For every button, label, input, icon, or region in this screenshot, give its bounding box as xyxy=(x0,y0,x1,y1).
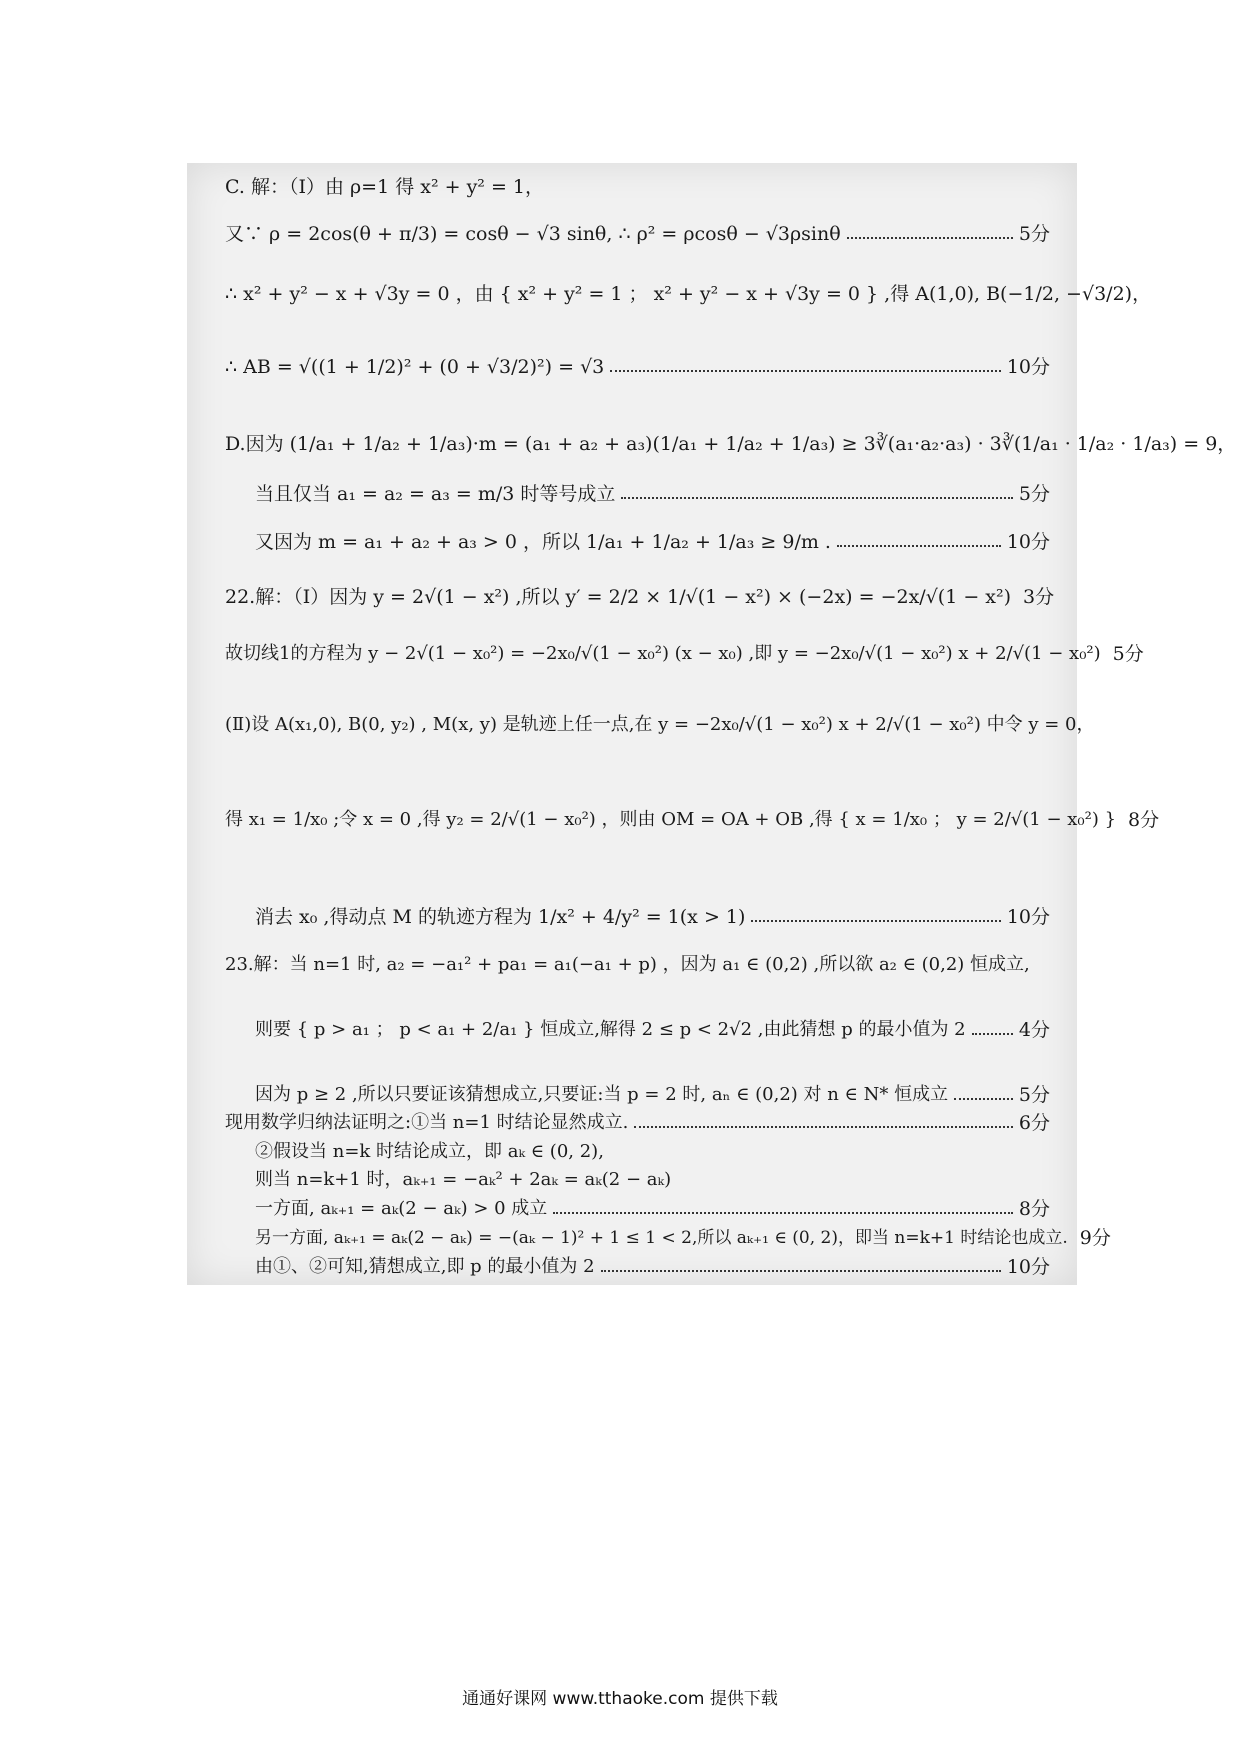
solution-c-line-3: ∴ x² + y² − x + √3y = 0 ，由 { x² + y² = 1 ； x² + y² − x + √3y = 0 } ,得 A(1,0), B(−1/2, −√3/2)， xyxy=(225,283,1152,305)
q23-line-9: 由①、②可知,猜想成立,即 p 的最小值为 2 10分 xyxy=(255,1256,1050,1278)
score-mark: 4分 xyxy=(1018,1019,1050,1041)
score-mark: 8分 xyxy=(1128,809,1160,831)
q23-line-5: ②假设当 n=k 时结论成立，即 aₖ ∈ (0, 2), xyxy=(255,1141,604,1162)
solution-c-line-2: 又∵ ρ = 2cos(θ + π/3) = cosθ − √3 sinθ, ∴ ρ² = ρcosθ − √3ρsinθ 5分 xyxy=(225,223,1050,245)
footer-credit: 通通好课网 www.tthaoke.com 提供下载 xyxy=(462,1689,778,1709)
q23-line-8: 另一方面, aₖ₊₁ = aₖ(2 − aₖ) = −(aₖ − 1)² + 1 ≤ 1 < 2,所以 aₖ₊₁ ∈ (0, 2)，即当 n=k+1 时结论也成立. 9分 xyxy=(255,1227,1111,1249)
score-mark: 5分 xyxy=(1018,1084,1050,1106)
solution-d-line-3: 又因为 m = a₁ + a₂ + a₃ > 0 ，所以 1/a₁ + 1/a₂ + 1/a₃ ≥ 9/m . 10分 xyxy=(255,531,1050,553)
q23-line-3: 因为 p ≥ 2 ,所以只要证该猜想成立,只要证:当 p = 2 时, aₙ ∈ (0,2) 对 n ∈ N* 恒成立 5分 xyxy=(255,1084,1050,1106)
solution-c-line-4: ∴ AB = √((1 + 1/2)² + (0 + √3/2)²) = √3 10分 xyxy=(225,356,1050,378)
solution-d-line-2: 当且仅当 a₁ = a₂ = a₃ = m/3 时等号成立 5分 xyxy=(255,483,1050,505)
q23-line-7: 一方面, aₖ₊₁ = aₖ(2 − aₖ) > 0 成立 8分 xyxy=(255,1198,1050,1220)
solution-d-line-1: D.因为 (1/a₁ + 1/a₂ + 1/a₃)·m = (a₁ + a₂ + a₃)(1/a₁ + 1/a₂ + 1/a₃) ≥ 3∛(a₁·a₂·a₃) · 3∛(1/a₁ · 1/a₂ · 1/a₃) = 9， xyxy=(225,433,1237,455)
q22-line-2: 故切线1的方程为 y − 2√(1 − x₀²) = −2x₀/√(1 − x₀²) (x − x₀) ,即 y = −2x₀/√(1 − x₀²) x + 2/√(1 − x₀²) 5分 xyxy=(225,643,1144,665)
score-mark: 8分 xyxy=(1018,1198,1050,1220)
score-mark: 10分 xyxy=(1006,356,1050,378)
score-mark: 9分 xyxy=(1079,1227,1111,1249)
score-mark: 6分 xyxy=(1018,1112,1050,1134)
score-mark: 5分 xyxy=(1018,223,1050,245)
score-mark: 5分 xyxy=(1018,483,1050,505)
solution-c-line-1: C. 解：（I）由 ρ=1 得 x² + y² = 1， xyxy=(225,176,545,198)
q23-line-2: 则要 { p > a₁ ； p < a₁ + 2/a₁ } 恒成立,解得 2 ≤ p < 2√2 ,由此猜想 p 的最小值为 2 4分 xyxy=(255,1019,1050,1041)
score-mark: 10分 xyxy=(1006,1256,1050,1278)
q22-line-4: 得 x₁ = 1/x₀ ;令 x = 0 ,得 y₂ = 2/√(1 − x₀²) ，则由 OM = OA + OB ,得 { x = 1/x₀ ； y = 2/√(1 − x₀²) } 8分 xyxy=(225,809,1160,831)
q22-line-5: 消去 x₀ ,得动点 M 的轨迹方程为 1/x² + 4/y² = 1(x > 1) 10分 xyxy=(255,906,1050,928)
score-mark: 10分 xyxy=(1006,906,1050,928)
q23-line-4: 现用数学归纳法证明之:①当 n=1 时结论显然成立. 6分 xyxy=(225,1112,1050,1134)
q22-line-3: (Ⅱ)设 A(x₁,0), B(0, y₂) , M(x, y) 是轨迹上任一点,在 y = −2x₀/√(1 − x₀²) x + 2/√(1 − x₀²) 中令 y = 0， xyxy=(225,714,1095,735)
q22-line-1: 22.解：（I）因为 y = 2√(1 − x²) ,所以 y′ = 2/2 × 1/√(1 − x²) × (−2x) = −2x/√(1 − x²) 3分 xyxy=(225,586,1055,608)
q23-line-6: 则当 n=k+1 时，aₖ₊₁ = −aₖ² + 2aₖ = aₖ(2 − aₖ) xyxy=(255,1169,672,1190)
score-mark: 5分 xyxy=(1112,643,1144,665)
score-mark: 3分 xyxy=(1023,586,1055,608)
q23-line-1: 23.解：当 n=1 时, a₂ = −a₁² + pa₁ = a₁(−a₁ + p) ，因为 a₁ ∈ (0,2) ,所以欲 a₂ ∈ (0,2) 恒成立, xyxy=(225,954,1030,975)
score-mark: 10分 xyxy=(1006,531,1050,553)
